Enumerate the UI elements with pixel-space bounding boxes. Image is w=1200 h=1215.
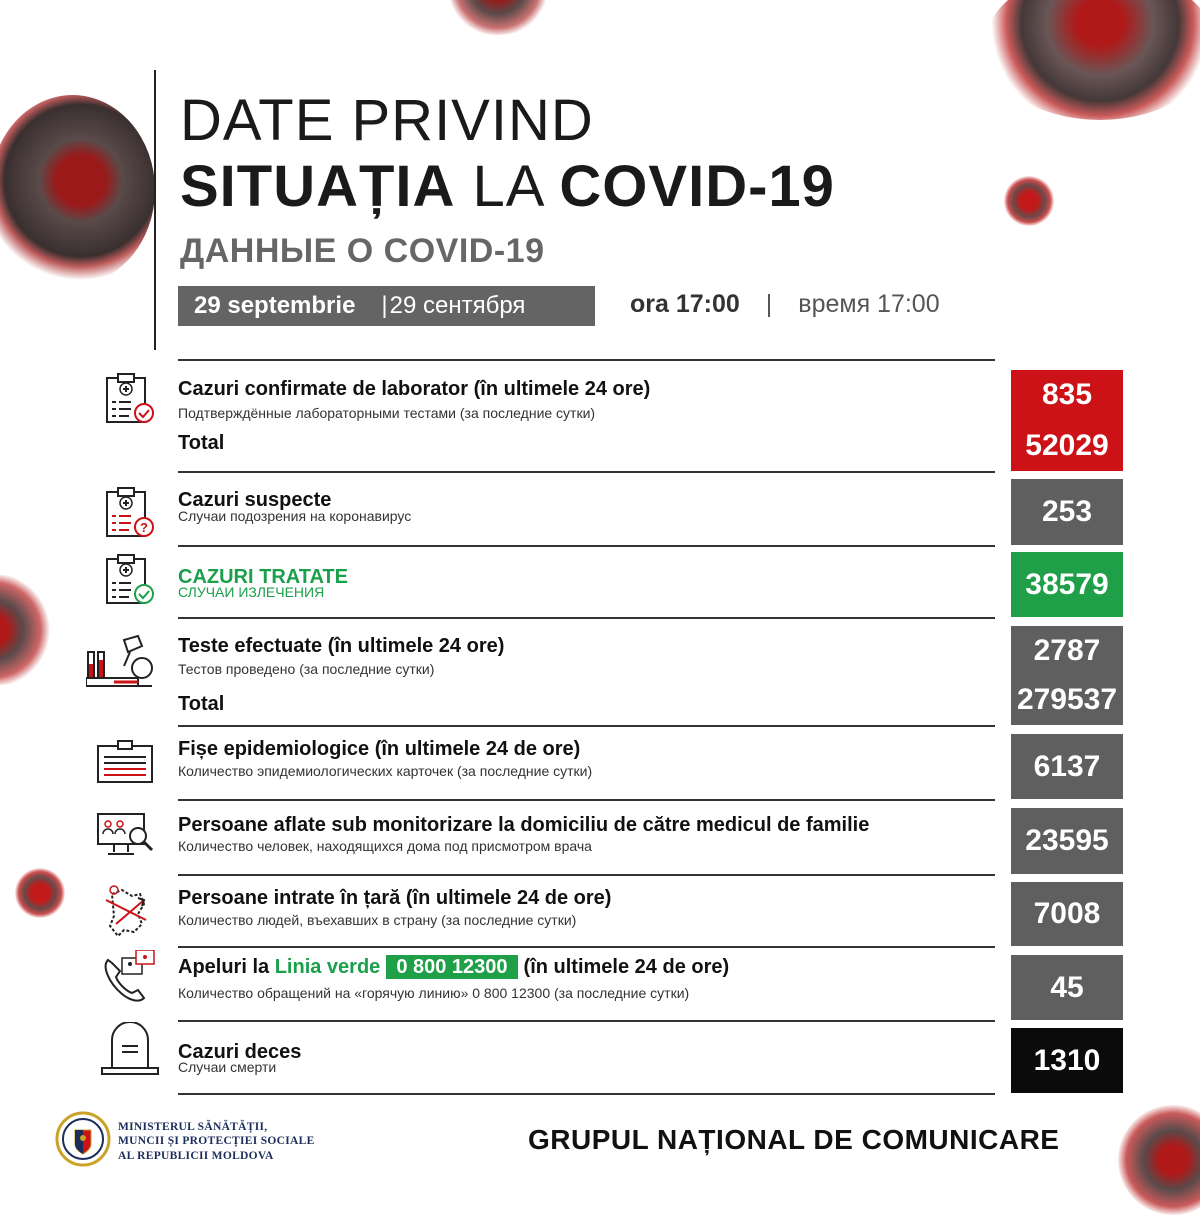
time-ru: время 17:00 [798, 290, 940, 318]
time-info [630, 290, 940, 319]
suspect-value: 253 [1041, 495, 1093, 528]
row-divider [178, 1020, 995, 1022]
confirmed-label: Cazuri confirmate de laborator (în ultimele 24 ore) [178, 378, 651, 400]
virus-decoration-top [448, 0, 548, 35]
virus-decoration-left-large [0, 95, 155, 285]
map-travel-icon [98, 882, 156, 942]
virus-decoration-left-small [15, 868, 65, 918]
virus-decoration-top-right [985, 0, 1200, 120]
confirmed-value-box [1011, 370, 1123, 471]
confirmed-total: 52029 [1025, 428, 1109, 462]
tests-value: 2787 [1033, 633, 1101, 667]
epi-value-box [1011, 734, 1123, 799]
epi-label: Fișe epidemiologice (în ultimele 24 de ore) [178, 738, 581, 760]
calls-label: Apeluri la Linia verde 0 800 12300 (în ultimele 24 de ore) [178, 956, 730, 978]
monitoring-label: Persoane aflate sub monitorizare la domiciliu de către medicul de familie [178, 814, 870, 836]
calls-value-box [1011, 955, 1123, 1020]
entered-value-box [1011, 882, 1123, 946]
row-divider [178, 874, 995, 876]
calls-value: 45 [1050, 970, 1084, 1004]
tests-value-box [1011, 626, 1123, 725]
clipboard-green-check-icon [104, 553, 156, 607]
clipboard-check-icon [104, 372, 156, 426]
treated-value-box [1011, 552, 1123, 617]
tests-total-label: Total [178, 693, 225, 715]
date-ru: 29 сентября [389, 292, 526, 319]
page-subtitle-ru: ДАННЫЕ О COVID-19 [180, 232, 545, 270]
page-title-line1: DATE PRIVIND [180, 88, 594, 153]
entered-value: 7008 [1033, 897, 1101, 930]
entered-label: Persoane intrate în țară (în ultimele 24 de ore) [178, 887, 612, 909]
virus-decoration-left-mid [0, 575, 50, 685]
virus-decoration-bottom-right [1118, 1105, 1200, 1215]
time-separator: | [765, 290, 773, 318]
epi-sub: Количество эпидемиологических карточек (за последние сутки) [178, 763, 593, 779]
microscope-icon [86, 634, 156, 694]
row-divider [178, 471, 995, 473]
treated-value: 38579 [1025, 567, 1109, 601]
phone-call-icon [100, 950, 156, 1004]
confirmed-sub: Подтверждённые лабораторными тестами (за последние сутки) [178, 405, 596, 421]
page-title-line2: SITUAȚIA LA COVID-19 [180, 154, 835, 219]
document-icon [96, 740, 156, 784]
date-separator: | [381, 292, 388, 319]
confirmed-value: 835 [1041, 378, 1093, 412]
time-ro: ora 17:00 [630, 290, 740, 318]
ministry-name: MINISTERUL SĂNĂTĂȚII, MUNCII ȘI PROTECȚIEI SOCIALE AL REPUBLICII MOLDOVA [118, 1121, 315, 1162]
treated-label: CAZURI TRATATE [178, 566, 348, 588]
date-ro: 29 septembrie [194, 292, 356, 319]
tests-label: Teste efectuate (în ultimele 24 ore) [178, 635, 505, 657]
treated-sub: СЛУЧАИ ИЗЛЕЧЕНИЯ [178, 584, 325, 600]
calls-sub: Количество обращений на «горячую линию» 0 800 12300 (за последние сутки) [178, 985, 690, 1001]
green-line-label: Linia verde [274, 956, 381, 978]
tests-total: 279537 [1016, 683, 1118, 717]
monitoring-value-box [1011, 808, 1123, 874]
suspect-label: Cazuri suspecte [178, 489, 332, 511]
epi-value: 6137 [1033, 749, 1101, 783]
row-divider [178, 946, 995, 948]
row-divider [178, 617, 995, 619]
monitoring-value: 23595 [1025, 824, 1109, 857]
deaths-value-box [1011, 1028, 1123, 1093]
virus-decoration-right-small [1004, 176, 1054, 226]
monitor-search-icon [96, 812, 156, 860]
deaths-value: 1310 [1033, 1043, 1101, 1077]
confirmed-total-label: Total [178, 432, 225, 454]
row-divider [178, 545, 995, 547]
suspect-value-box [1011, 479, 1123, 545]
monitoring-sub: Количество человек, находящихся дома под присмотром врача [178, 838, 592, 854]
entered-sub: Количество людей, въехавших в страну (за последние сутки) [178, 912, 577, 928]
header-divider [154, 70, 156, 350]
row-divider [178, 799, 995, 801]
communication-group-name: GRUPUL NAȚIONAL DE COMUNICARE [528, 1124, 1060, 1155]
deaths-label: Cazuri deces [178, 1041, 302, 1063]
svg-text:?: ? [140, 520, 148, 535]
tests-sub: Тестов проведено (за последние сутки) [178, 661, 435, 677]
row-divider [178, 725, 995, 727]
suspect-sub: Случаи подозрения на коронавирус [178, 508, 412, 524]
hotline-number: 0 800 12300 [386, 955, 517, 979]
date-badge [178, 286, 595, 326]
deaths-sub: Случаи смерти [178, 1059, 277, 1075]
clipboard-question-icon [104, 486, 156, 540]
tombstone-icon [100, 1022, 160, 1078]
coat-of-arms-icon [55, 1108, 111, 1170]
row-divider [178, 1093, 995, 1095]
row-divider [178, 359, 995, 361]
